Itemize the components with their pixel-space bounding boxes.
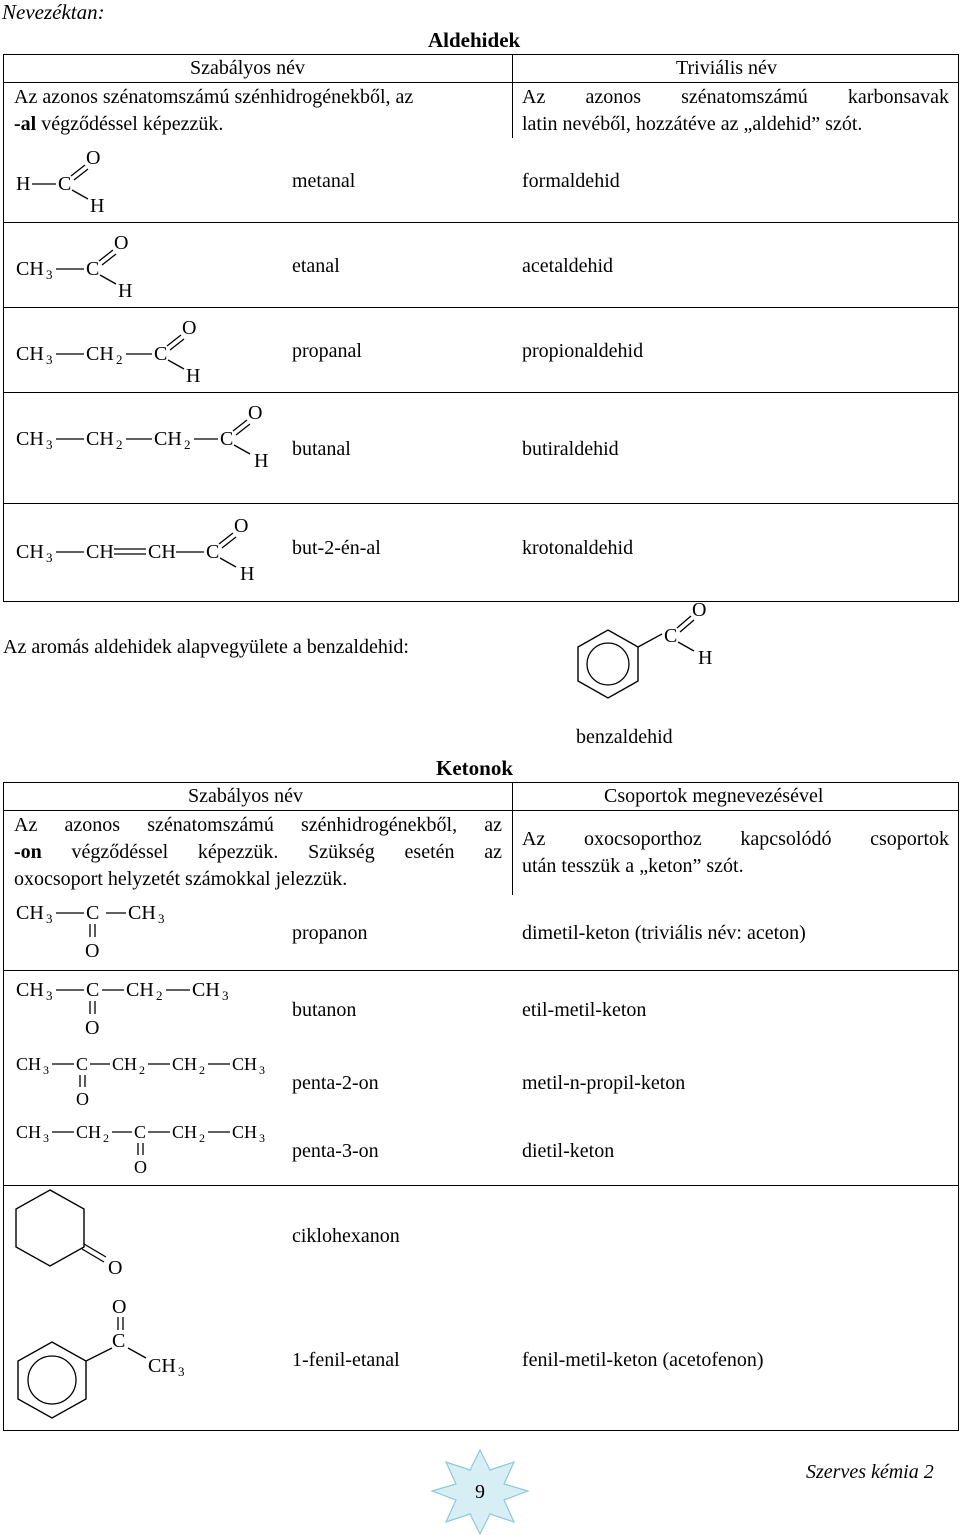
aldehyde-trivial-3: butiraldehid [522, 438, 619, 460]
formula-butenal [0, 506, 290, 600]
aldehyde-systematic-4: but-2-én-al [292, 537, 381, 559]
svg-text:O: O [85, 1017, 100, 1039]
svg-text:C: C [86, 902, 100, 924]
ketone-trivial-3: dietil-keton [522, 1140, 615, 1162]
svg-text:CH: CH [192, 979, 220, 1001]
svg-text:CH: CH [16, 1122, 42, 1142]
svg-text:3: 3 [43, 1131, 49, 1145]
aldehyde-trivial-2: propionaldehid [522, 340, 644, 362]
aldehyde-systematic-1: etanal [292, 255, 340, 277]
svg-text:C: C [134, 1122, 147, 1142]
formula-propanon [0, 895, 290, 970]
svg-text:CH: CH [16, 541, 44, 563]
svg-text:CH: CH [16, 343, 44, 365]
svg-text:3: 3 [259, 1131, 265, 1145]
aldehyde-trivial-4: krotonaldehid [522, 537, 634, 559]
svg-text:H: H [118, 280, 133, 302]
aldehyde-trivial-0: formaldehid [522, 170, 620, 192]
svg-text:3: 3 [46, 267, 53, 282]
page-header: Nevezéktan: [2, 0, 105, 24]
svg-text:3: 3 [46, 437, 53, 452]
atom-h: H [16, 173, 31, 195]
svg-text:H: H [240, 563, 255, 585]
atom-c: C [58, 173, 72, 195]
svg-text:3: 3 [46, 352, 53, 367]
ketone-systematic-4: ciklohexanon [292, 1225, 400, 1247]
svg-text:O: O [182, 317, 197, 339]
svg-text:O: O [85, 940, 100, 962]
svg-text:CH: CH [16, 1054, 42, 1074]
atom-o: O [86, 147, 101, 169]
svg-text:C: C [112, 1330, 126, 1352]
svg-text:C: C [206, 541, 220, 563]
svg-text:3: 3 [158, 911, 165, 926]
aldehydes-title: Aldehidek [428, 28, 521, 52]
ketones-rule-right: Az oxocsoporthoz kapcsolódó csoportok után tesszük a „keton” szót. [522, 828, 949, 877]
svg-text:3: 3 [178, 1364, 185, 1379]
benzaldehyde-caption: benzaldehid [576, 726, 673, 748]
svg-text:CH: CH [16, 902, 44, 924]
svg-text:O: O [234, 515, 249, 537]
svg-text:CH: CH [232, 1122, 258, 1142]
ketone-systematic-5: 1-fenil-etanal [292, 1349, 400, 1371]
aldehydes-rule-right: Az azonos szénatomszámú karbonsavak latin nevéből, hozzátéve az „aldehid” szót. [522, 86, 949, 135]
svg-text:CH: CH [112, 1054, 138, 1074]
svg-text:O: O [248, 402, 263, 424]
formula-acetofenon [0, 1290, 290, 1428]
svg-text:CH: CH [172, 1054, 198, 1074]
aldehyde-systematic-2: propanal [292, 340, 362, 362]
ketone-systematic-1: butanon [292, 999, 357, 1021]
svg-text:3: 3 [46, 550, 53, 565]
ketone-systematic-2: penta-2-on [292, 1072, 379, 1094]
formula-metanal [0, 140, 290, 222]
svg-text:CH: CH [232, 1054, 258, 1074]
ketone-trivial-0: dimetil-keton (triviális név: aceton) [522, 922, 806, 944]
svg-text:C: C [664, 625, 678, 647]
svg-text:H: H [698, 647, 713, 669]
page-number-badge [430, 1448, 530, 1534]
svg-text:CH: CH [16, 258, 44, 280]
formula-pentan-2-on [0, 1048, 290, 1114]
svg-text:2: 2 [184, 437, 191, 452]
formula-butanon [0, 972, 290, 1047]
svg-text:O: O [76, 1089, 89, 1109]
svg-text:CH: CH [86, 541, 114, 563]
svg-text:2: 2 [103, 1131, 109, 1145]
aldehydes-col1-header: Szabályos név [190, 57, 305, 79]
svg-text:CH: CH [148, 541, 176, 563]
svg-text:3: 3 [46, 988, 53, 1003]
svg-text:C: C [76, 1054, 89, 1074]
svg-text:2: 2 [139, 1063, 145, 1077]
formula-ciklohexanon [0, 1186, 290, 1286]
svg-text:C: C [86, 258, 100, 280]
svg-text:O: O [134, 1157, 147, 1177]
formula-pentan-3-on [0, 1116, 290, 1182]
aromatic-sentence: Az aromás aldehidek alapvegyülete a benzaldehid: [3, 636, 409, 658]
svg-text:C: C [154, 343, 168, 365]
svg-text:CH: CH [76, 1122, 102, 1142]
svg-text:3: 3 [46, 911, 53, 926]
ketone-trivial-5: fenil-metil-keton (acetofenon) [522, 1349, 764, 1371]
svg-text:O: O [108, 1257, 123, 1279]
svg-text:CH: CH [16, 428, 44, 450]
svg-text:2: 2 [199, 1131, 205, 1145]
svg-text:O: O [112, 1296, 127, 1318]
aldehydes-col2-header: Triviális név [676, 57, 777, 79]
svg-text:CH: CH [172, 1122, 198, 1142]
aldehydes-rule-left: Az azonos szénatomszámú szénhidrogénekből, az -al végződéssel képezzük. [14, 86, 414, 135]
ketones-col1-header: Szabályos név [188, 785, 303, 807]
svg-text:H: H [186, 365, 201, 387]
ketones-rule-left: Az azonos szénatomszámú szénhidrogénekből, az -on végződéssel képezzük. Szükség esetén az oxocsoport helyzetét számokkal jelezzük. [14, 814, 502, 890]
formula-propanal [0, 310, 290, 392]
ketone-trivial-1: etil-metil-keton [522, 999, 647, 1021]
ketone-systematic-3: penta-3-on [292, 1140, 379, 1162]
svg-text:3: 3 [259, 1063, 265, 1077]
svg-text:2: 2 [199, 1063, 205, 1077]
atom-h: H [90, 195, 105, 217]
svg-text:C: C [220, 428, 234, 450]
ketones-col2-header: Csoportok megnevezésével [604, 785, 824, 807]
svg-text:2: 2 [116, 352, 123, 367]
formula-butanal [0, 395, 290, 500]
svg-text:CH: CH [16, 979, 44, 1001]
ketone-trivial-2: metil-n-propil-keton [522, 1072, 686, 1094]
formula-benzaldehyde [560, 592, 740, 712]
formula-etanal [0, 225, 290, 307]
svg-text:3: 3 [222, 988, 229, 1003]
svg-text:2: 2 [156, 988, 163, 1003]
svg-text:3: 3 [43, 1063, 49, 1077]
svg-text:CH: CH [126, 979, 154, 1001]
book-title: Szerves kémia 2 [806, 1461, 934, 1483]
svg-text:O: O [692, 599, 707, 621]
svg-text:CH: CH [86, 428, 114, 450]
svg-text:H: H [254, 450, 269, 472]
svg-text:2: 2 [116, 437, 123, 452]
svg-text:CH: CH [154, 428, 182, 450]
svg-text:CH: CH [86, 343, 114, 365]
aldehyde-systematic-3: butanal [292, 438, 351, 460]
svg-text:CH: CH [128, 902, 156, 924]
aldehyde-systematic-0: metanal [292, 170, 356, 192]
svg-text:CH: CH [148, 1355, 176, 1377]
ketones-title: Ketonok [436, 756, 514, 780]
aldehyde-trivial-1: acetaldehid [522, 255, 614, 277]
svg-text:C: C [86, 979, 100, 1001]
page-number: 9 [475, 1481, 485, 1503]
ketone-systematic-0: propanon [292, 922, 368, 944]
svg-text:O: O [114, 232, 129, 254]
